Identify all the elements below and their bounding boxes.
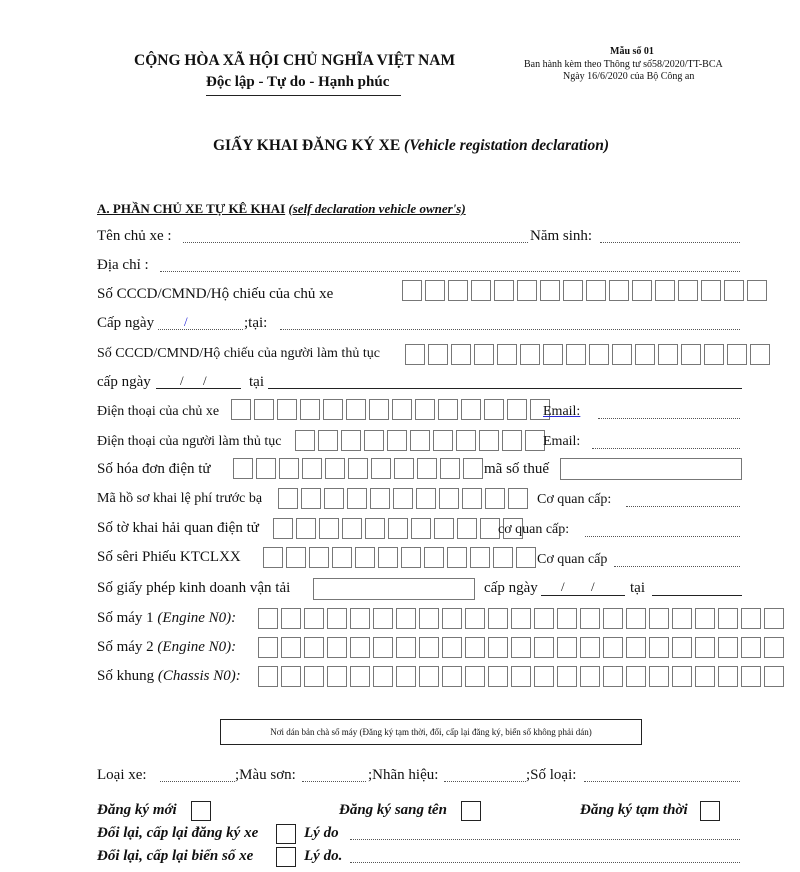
national-title: CỘNG HÒA XÃ HỘI CHỦ NGHĨA VIỆT NAM [134,52,456,69]
customs-label: Số tờ khai hải quan điện tử [97,520,259,536]
license-date-slash-2: / [591,579,595,594]
issue-date-field[interactable] [158,329,243,330]
engine-rubbing-box[interactable] [220,719,642,745]
agent-issue-date-field[interactable] [156,388,241,389]
fee-record-label: Mã hồ sơ khai lệ phí trước bạ [97,491,263,506]
temporary-registration-label: Đăng ký tạm thời [580,802,688,818]
agent-date-slash-1: / [180,373,184,388]
agent-issue-place-field[interactable] [268,388,742,389]
email-field-1[interactable] [598,418,740,419]
reissue-plate-checkbox[interactable] [276,847,296,867]
owner-name-label: Tên chủ xe : [97,228,172,244]
chassis-label-vi: Số khung [97,668,155,684]
agent-phone-boxes[interactable] [295,430,548,451]
email-field-2[interactable] [592,448,740,449]
reissue-registration-checkbox[interactable] [276,824,296,844]
owner-phone-label: Điện thoại của chủ xe [97,404,220,419]
form-title [213,137,609,155]
vehicle-type-field[interactable] [160,781,235,782]
transport-license-label: Số giấy phép kinh doanh vận tải [97,580,291,596]
address-field[interactable] [160,271,740,272]
agent-issue-place-label: tại [249,374,264,390]
fee-record-boxes[interactable] [278,488,531,509]
invoice-boxes[interactable] [233,458,486,479]
section-a-heading-en: (self declaration vehicle owner's) [288,201,466,216]
engine-2-label [97,639,236,656]
issue-date-label: Cấp ngày [97,315,155,331]
issue-date-mark: / [184,314,188,329]
section-a-heading [97,201,466,217]
agent-id-boxes[interactable] [405,344,773,365]
form-title-main: GIẤY KHAI ĐĂNG KÝ XE [213,137,401,154]
agent-id-label: Số CCCD/CMND/Hộ chiếu của người làm thủ tục [97,346,380,361]
vehicle-brand-field[interactable] [444,781,526,782]
section-a-heading-vi: A. PHẦN CHỦ XE TỰ KÊ KHAI [97,201,286,216]
engine-rubbing-note: Nơi dán bản chà số máy (Đăng ký tạm thời, đổi, cấp lại đăng ký, biển số không phải dán) [270,727,592,737]
reissue-registration-label: Đổi lại, cấp lại đăng ký xe [97,825,259,841]
new-registration-checkbox[interactable] [191,801,211,821]
issuer-field-2[interactable] [585,536,740,537]
issuer-field-3[interactable] [614,566,740,567]
reason-field-2[interactable] [350,862,740,863]
chassis-label-en: (Chassis N0): [157,668,241,684]
customs-boxes[interactable] [273,518,526,539]
vehicle-type-label: Loại xe: [97,767,147,783]
engine-1-label-en: (Engine N0): [157,610,237,626]
tax-code-label: mã số thuế [484,461,549,477]
agent-date-slash-2: / [203,373,207,388]
temporary-registration-checkbox[interactable] [700,801,720,821]
issuer-label-3: Cơ quan cấp [537,552,608,567]
form-number: Mẫu số 01 [610,46,654,57]
vehicle-color-field[interactable] [302,781,366,782]
owner-name-field[interactable] [183,242,528,243]
issued-by-line-1: Ban hành kèm theo Thông tư số58/2020/TT-BCA [524,59,723,70]
owner-id-label: Số CCCD/CMND/Hộ chiếu của chủ xe [97,286,334,302]
license-place-field[interactable] [652,595,742,596]
owner-phone-boxes[interactable] [231,399,553,420]
email-label-1: Email: [543,404,581,419]
vehicle-color-label: ;Màu sơn: [235,767,296,783]
reason-label-2: Lý do. [304,848,343,864]
engine-2-boxes[interactable] [258,637,787,658]
birth-year-label: Năm sinh: [530,228,593,244]
serial-boxes[interactable] [263,547,539,568]
chassis-boxes[interactable] [258,666,787,687]
vehicle-model-label: ;Số loại: [526,767,577,783]
tax-code-input[interactable] [560,458,742,480]
license-date-slash-1: / [561,579,565,594]
owner-id-boxes[interactable] [402,280,770,301]
issuer-label-2: cơ quan cấp: [498,522,570,537]
issuer-label-1: Cơ quan cấp: [537,492,612,507]
serial-label: Số sêri Phiếu KTCLXX [97,549,241,565]
engine-1-label [97,610,236,627]
email-label-2: Email: [543,434,581,449]
agent-issue-date-label: cấp ngày [97,374,151,390]
reason-label-1: Lý do [304,825,339,841]
form-title-sub: (Vehicle registation declaration) [404,137,609,154]
chassis-label [97,668,241,685]
issue-place-field[interactable] [280,329,740,330]
transfer-registration-label: Đăng ký sang tên [339,802,447,818]
issued-by-line-2: Ngày 16/6/2020 của Bộ Công an [563,71,695,82]
vehicle-model-field[interactable] [584,781,740,782]
issuer-field-1[interactable] [626,506,740,507]
transport-license-input[interactable] [313,578,475,600]
motto: Độc lập - Tự do - Hạnh phúc [206,74,390,90]
reason-field-1[interactable] [350,839,740,840]
engine-1-label-vi: Số máy 1 [97,610,154,626]
license-date-label: cấp ngày [484,580,538,596]
vehicle-brand-label: ;Nhãn hiệu: [368,767,439,783]
license-place-label: tại [630,580,645,596]
transfer-registration-checkbox[interactable] [461,801,481,821]
agent-phone-label: Điện thoại của người làm thủ tục [97,434,282,449]
new-registration-label: Đăng ký mới [97,802,177,818]
invoice-label: Số hóa đơn điện tử [97,461,211,477]
birth-year-field[interactable] [600,242,740,243]
engine-1-boxes[interactable] [258,608,787,629]
engine-2-label-vi: Số máy 2 [97,639,154,655]
issue-place-label: ;tại: [244,315,268,331]
address-label: Địa chỉ : [97,257,149,273]
reissue-plate-label: Đổi lại, cấp lại biển số xe [97,848,254,864]
engine-2-label-en: (Engine N0): [157,639,237,655]
license-date-field[interactable] [541,595,625,596]
motto-underline [206,95,401,96]
